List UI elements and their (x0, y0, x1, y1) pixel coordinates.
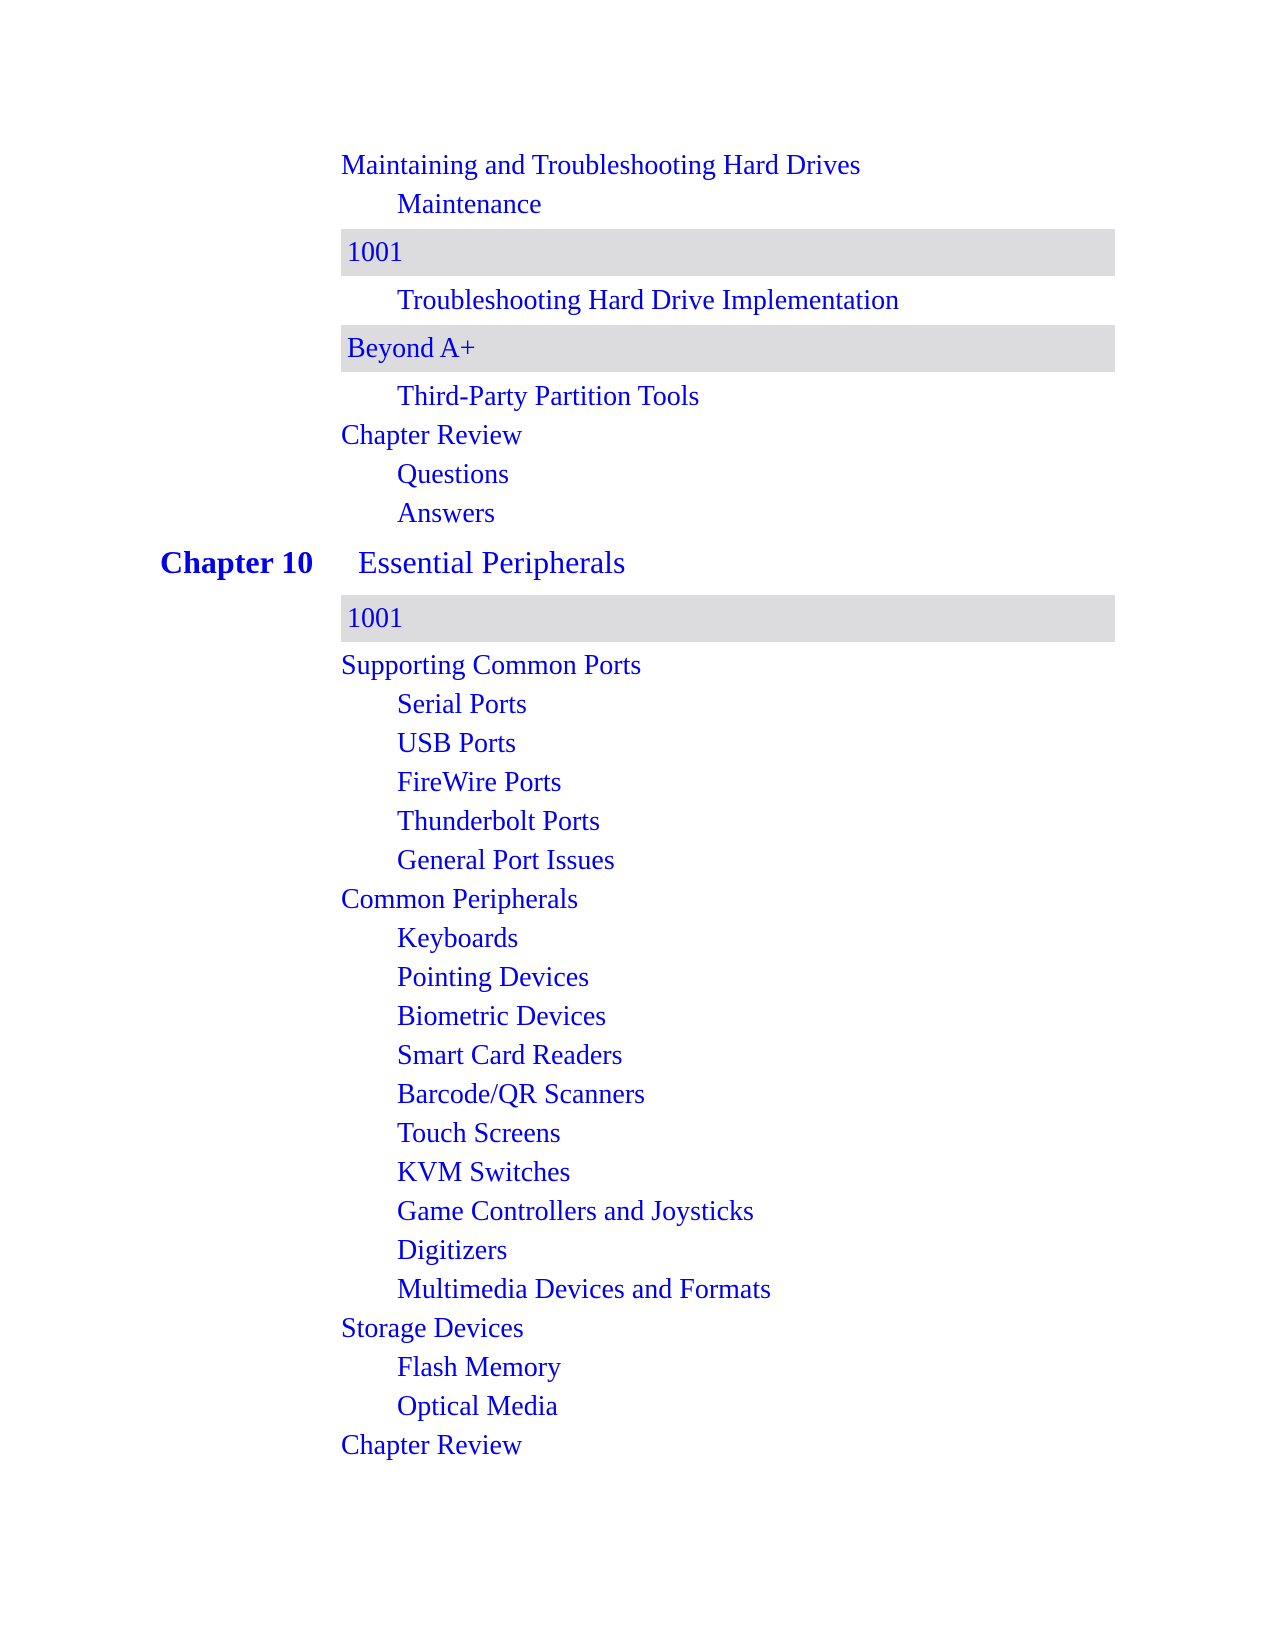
toc-link-usb-ports[interactable]: USB Ports (397, 728, 517, 759)
toc-link-kvm-switches[interactable]: KVM Switches (397, 1157, 571, 1188)
toc-link-smart-card-readers[interactable]: Smart Card Readers (397, 1040, 623, 1071)
toc-link-general-port-issues[interactable]: General Port Issues (397, 845, 615, 876)
toc-link-maintaining-hard-drives[interactable]: Maintaining and Troubleshooting Hard Drives (341, 150, 861, 181)
exam-objective-band (341, 595, 1115, 642)
beyond-a-plus-band (341, 325, 1115, 372)
toc-link-biometric-devices[interactable]: Biometric Devices (397, 1001, 607, 1032)
exam-objective-label: 1001 (347, 237, 403, 268)
toc-link-optical-media[interactable]: Optical Media (397, 1391, 558, 1422)
toc-link-storage-devices[interactable]: Storage Devices (341, 1313, 524, 1344)
toc-link-firewire-ports[interactable]: FireWire Ports (397, 767, 562, 798)
toc-link-maintenance[interactable]: Maintenance (397, 189, 542, 220)
toc-link-third-party-partition-tools[interactable]: Third-Party Partition Tools (397, 381, 700, 412)
toc-link-game-controllers-joysticks[interactable]: Game Controllers and Joysticks (397, 1196, 754, 1227)
toc-link-chapter-review[interactable]: Chapter Review (341, 420, 523, 451)
toc-link-flash-memory[interactable]: Flash Memory (397, 1352, 562, 1383)
toc-link-keyboards[interactable]: Keyboards (397, 923, 519, 954)
toc-link-touch-screens[interactable]: Touch Screens (397, 1118, 561, 1149)
toc-link-answers[interactable]: Answers (397, 498, 495, 529)
toc-link-multimedia-devices-formats[interactable]: Multimedia Devices and Formats (397, 1274, 772, 1305)
toc-link-common-peripherals[interactable]: Common Peripherals (341, 884, 579, 915)
toc-link-questions[interactable]: Questions (397, 459, 509, 490)
toc-link-chapter-review[interactable]: Chapter Review (341, 1430, 523, 1461)
toc-link-supporting-common-ports[interactable]: Supporting Common Ports (341, 650, 642, 681)
toc-link-barcode-qr-scanners[interactable]: Barcode/QR Scanners (397, 1079, 646, 1110)
toc-link-serial-ports[interactable]: Serial Ports (397, 689, 527, 720)
toc-link-digitizers[interactable]: Digitizers (397, 1235, 508, 1266)
toc-link-troubleshooting-hard-drive-implementation[interactable]: Troubleshooting Hard Drive Implementation (397, 285, 900, 316)
beyond-a-plus-label: Beyond A+ (347, 333, 476, 364)
exam-objective-label: 1001 (347, 603, 403, 634)
exam-objective-band (341, 229, 1115, 276)
chapter-title-link[interactable]: Essential Peripherals (358, 544, 626, 580)
toc-link-pointing-devices[interactable]: Pointing Devices (397, 962, 590, 993)
toc-link-thunderbolt-ports[interactable]: Thunderbolt Ports (397, 806, 600, 837)
chapter-number: Chapter 10 (160, 544, 314, 580)
